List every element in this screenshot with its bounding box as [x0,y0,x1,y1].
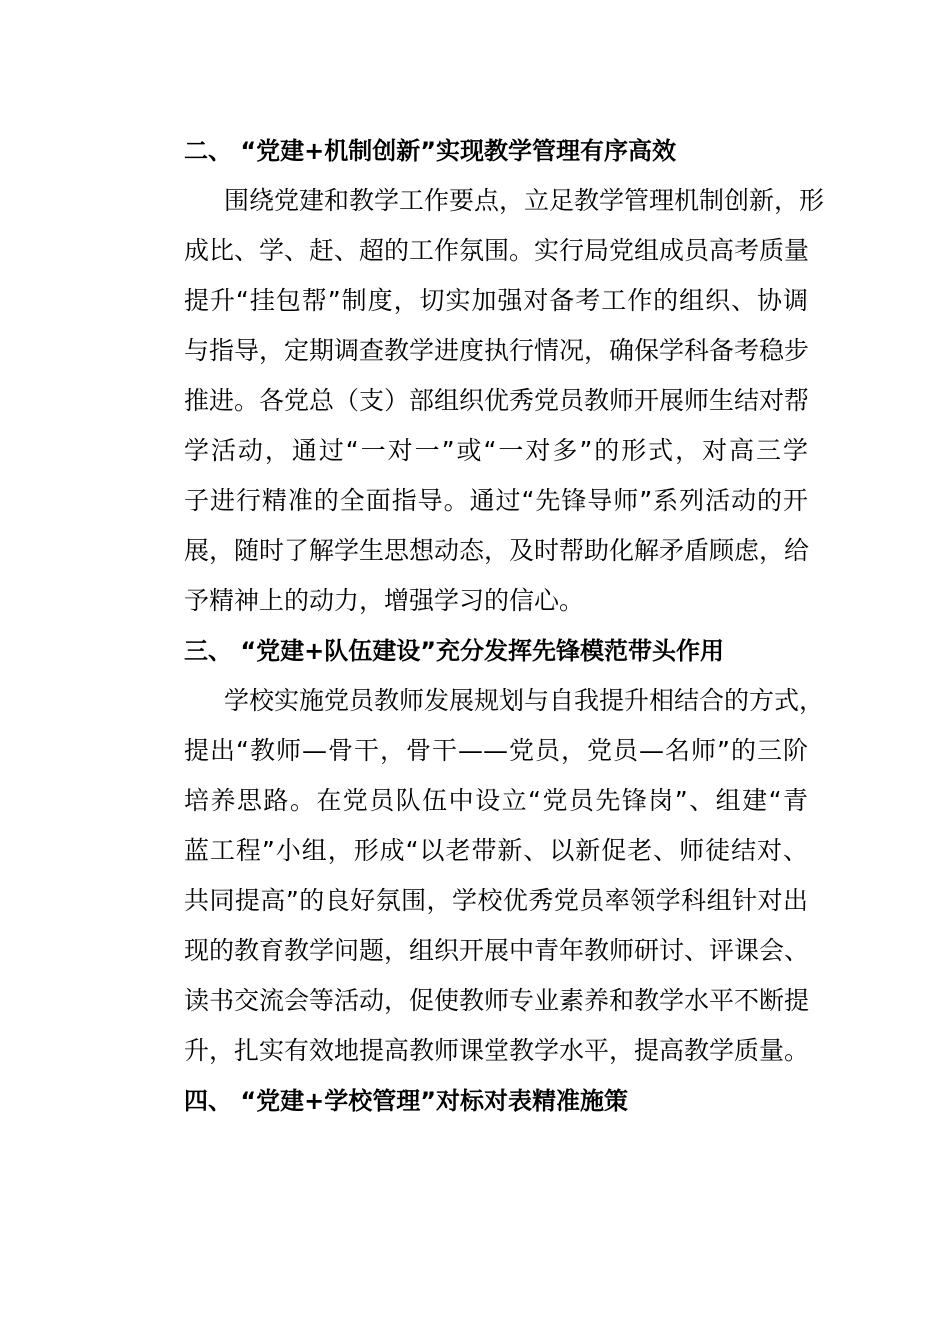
paragraph-line: 予精神上的动力，增强学习的信心。 [184,586,585,615]
paragraph-line: 升，扎实有效地提高教师课堂教学水平，提高教学质量。 [184,1036,810,1065]
paragraph-line: 成比、学、赶、超的工作氛围。实行局党组成员高考质量 [184,236,810,265]
section-paragraph-2 [144,176,825,626]
section-heading-3: 三、 “党建+队伍建设”充分发挥先锋模范带头作用 [184,637,725,665]
paragraph-line: 子进行精准的全面指导。通过“先锋导师”系列活动的开 [184,486,808,515]
section-paragraph-3 [144,676,825,1076]
paragraph-line: 蓝工程”小组，形成“以老带新、以新促老、师徒结对、 [184,836,808,865]
paragraph-line: 提出“教师—骨干，骨干——党员，党员—名师”的三阶 [184,736,808,765]
section-heading-4: 四、 “党建+学校管理”对标对表精准施策 [184,1087,629,1115]
section-heading-2: 二、 “党建+机制创新”实现教学管理有序高效 [184,137,677,165]
paragraph-line: 提升“挂包帮”制度，切实加强对备考工作的组织、协调 [184,286,808,315]
paragraph-line: 展，随时了解学生思想动态，及时帮助化解矛盾顾虑，给 [184,536,810,565]
paragraph-line: 推进。各党总（支）部组织优秀党员教师开展师生结对帮 [184,386,810,415]
paragraph-line: 培养思路。在党员队伍中设立“党员先锋岗”、组建“青 [184,786,808,815]
paragraph-line: 与指导，定期调查教学进度执行情况，确保学科备考稳步 [184,336,810,365]
paragraph-line: 学活动，通过“一对一”或“一对多”的形式，对高三学 [184,436,808,465]
paragraph-line: 共同提高”的良好氛围，学校优秀党员率领学科组针对出 [184,886,808,915]
paragraph-line: 围绕党建和教学工作要点，立足教学管理机制创新，形 [224,186,825,215]
document-body [144,126,825,1126]
paragraph-line: 读书交流会等活动，促使教师专业素养和教学水平不断提 [184,986,810,1015]
paragraph-line: 学校实施党员教师发展规划与自我提升相结合的方式， [224,686,825,715]
paragraph-line: 现的教育教学问题，组织开展中青年教师研讨、评课会、 [184,936,810,965]
